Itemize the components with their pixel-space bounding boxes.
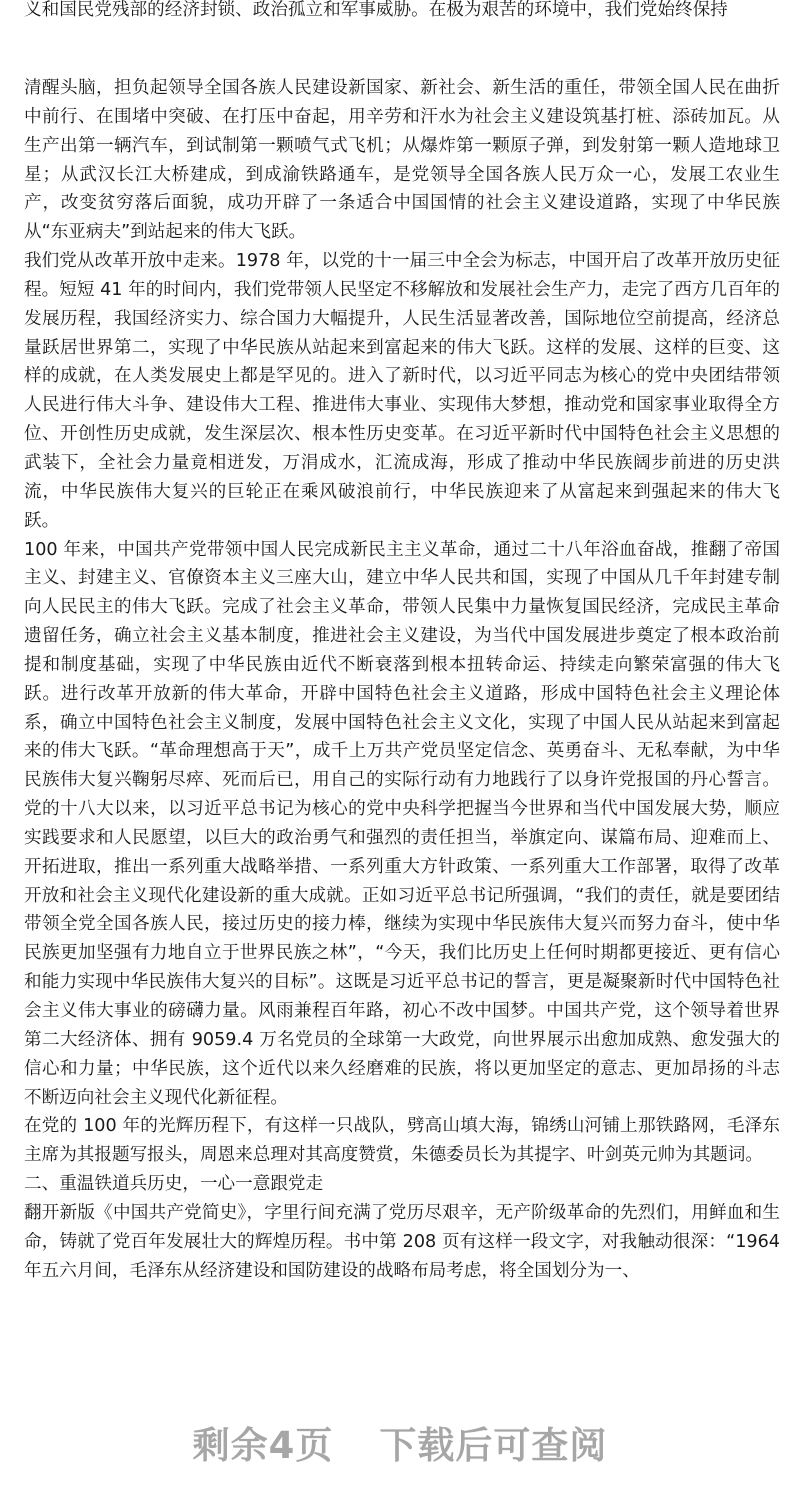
document-body	[24, 74, 780, 1285]
section-heading: 二、重温铁道兵历史，一心一意跟党走	[24, 1174, 324, 1195]
remaining-pages-label: 剩余4页	[192, 1424, 334, 1467]
paragraph: 我们党从改革开放中走来。1978 年，以党的十一届三中全会为标志，中国开启了改革开放历史征程。短短 41 年的时间内，我们党带领人民坚定不移解放和发展社会生产力，走完了西方几百年的发展历程，我国经济实力、综合国力大幅提升，人民生活显著改善，国际地位空前提高，经济总量跃居世界第二，实现了中华民族从站起来到富起来的伟大飞跃。这样的发展、这样的巨变、这样的成就，在人类发展史上都是罕见的。进入了新时代，以习近平同志为核心的党中央团结带领人民进行伟大斗争、建设伟大工程、推进伟大事业、实现伟大梦想，推动党和国家事业取得全方位、开创性历史成就，发生深层次、根本性历史变革。在习近平新时代中国特色社会主义思想的武装下，全社会力量竟相迸发，万涓成水，汇流成海，形成了推动中华民族阔步前进的历史洪流，中华民族伟大复兴的巨轮正在乘风破浪前行，中华民族迎来了从富起来到强起来的伟大飞跃。	[24, 251, 780, 531]
top-cut-text-line: 义和国民党残部的经济封锁、政治孤立和军事威胁。在极为艰苦的环境中，我们党始终保持	[24, 0, 728, 20]
paragraph: 翻开新版《中国共产党简史》，字里行间充满了党历尽艰辛，无产阶级革命的先烈们，用鲜血和生命，铸就了党百年发展壮大的辉煌历程。书中第 208 页有这样一段文字，对我触动很深：“1964 年五六月间，毛泽东从经济建设和国防建设的战略布局考虑，将全国划分为一、	[24, 1202, 780, 1281]
paragraph: 100 年来，中国共产党带领中国人民完成新民主主义革命，通过二十八年浴血奋战，推翻了帝国主义、封建主义、官僚资本主义三座大山，建立中华人民共和国，实现了中国从几千年封建专制向人民民主的伟大飞跃。完成了社会主义革命，带领人民集中力量恢复国民经济，完成民主革命遗留任务，确立社会主义基本制度，推进社会主义建设，为当代中国发展进步奠定了根本政治前提和制度基础，实现了中华民族由近代不断衰落到根本扭转命运、持续走向繁荣富强的伟大飞跃。进行改革开放新的伟大革命，开辟中国特色社会主义道路，形成中国特色社会主义理论体系，确立中国特色社会主义制度，发展中国特色社会主义文化，实现了中国人民从站起来到富起来的伟大飞跃。“革命理想高于天”，成千上万共产党员坚定信念、英勇奋斗、无私奉献，为中华民族伟大复兴鞠躬尽瘁、死而后已，用自己的实际行动有力地践行了以身许党报国的丹心誓言。党的十八大以来，以习近平总书记为核心的党中央科学把握当今世界和当代中国发展大势，顺应实践要求和人民愿望，以巨大的政治勇气和强烈的责任担当，举旗定向、谋篇布局、迎难而上、开拓进取，推出一系列重大战略举措、一系列重大方针政策、一系列重大工作部署，取得了改革开放和社会主义现代化建设新的重大成就。正如习近平总书记所强调，“我们的责任，就是要团结带领全党全国各族人民，接过历史的接力棒，继续为实现中华民族伟大复兴而努力奋斗，使中华民族更加坚强有力地自立于世界民族之林”，“今天，我们比历史上任何时期都更接近、更有信心和能力实现中华民族伟大复兴的目标”。这既是习近平总书记的誓言，更是凝聚新时代中国特色社会主义伟大事业的磅礴力量。风雨兼程百年路，初心不改中国梦。中国共产党，这个领导着世界第二大经济体、拥有 9059.4 万名党员的全球第一大政党，向世界展示出愈加成熟、愈发强大的信心和力量；中华民族，这个近代以来久经磨难的民族，将以更加坚定的意志、更加昂扬的斗志不断迈向社会主义现代化新征程。	[24, 539, 780, 1108]
paragraph: 清醒头脑，担负起领导全国各族人民建设新国家、新社会、新生活的重任，带领全国人民在曲折中前行、在围堵中突破、在打压中奋起，用辛劳和汗水为社会主义建设筑基打桩、添砖加瓦。从生产出第一辆汽车，到试制第一颗喷气式飞机；从爆炸第一颗原子弹，到发射第一颗人造地球卫星；从武汉长江大桥建成，到成渝铁路通车，是党领导全国各族人民万众一心，发展工农业生产，改变贫穷落后面貌，成功开辟了一条适合中国国情的社会主义建设道路，实现了中华民族从“东亚病夫”到站起来的伟大飞跃。	[24, 78, 780, 243]
download-prompt-banner[interactable]	[0, 1402, 800, 1482]
paragraph: 在党的 100 年的光辉历程下，有这样一只战队，劈高山填大海，锦绣山河铺上那铁路网，毛泽东主席为其报题写报头，周恩来总理对其高度赞赏，朱德委员长为其提字、叶剑英元帅为其题词。	[24, 1116, 780, 1166]
download-hint-label: 下载后可查阅	[379, 1424, 608, 1467]
